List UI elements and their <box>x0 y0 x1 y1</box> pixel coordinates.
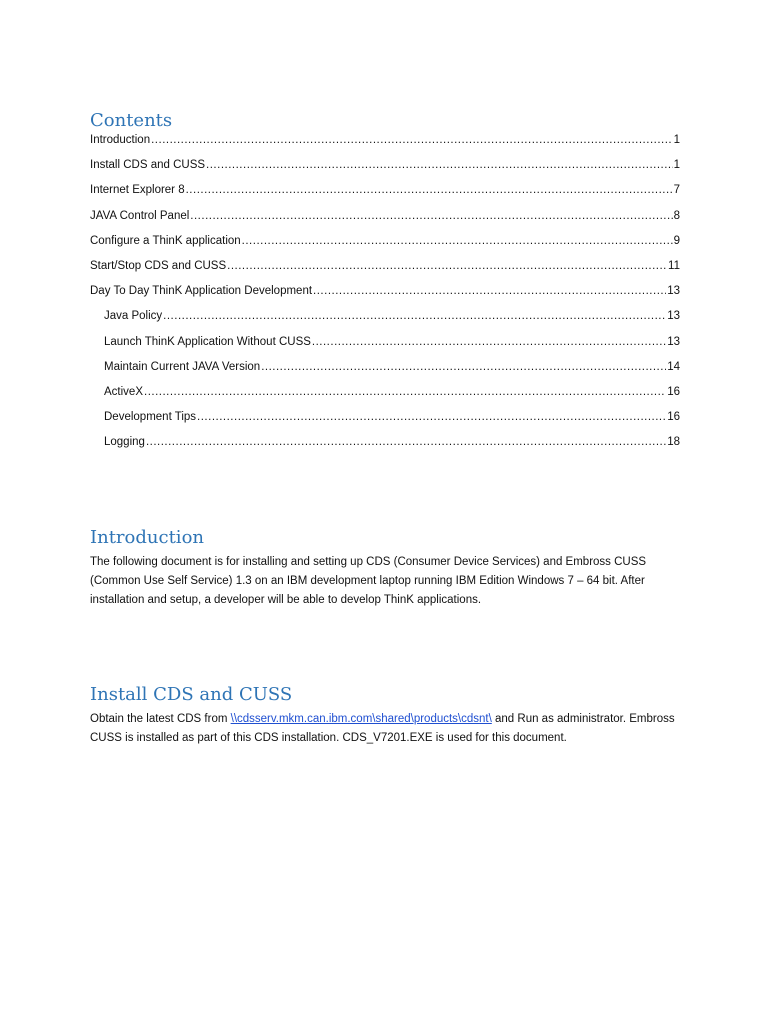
toc-entry-page: 11 <box>668 259 680 272</box>
toc-entry[interactable] <box>90 361 680 386</box>
toc-leader-dots <box>144 386 666 398</box>
toc-leader-dots <box>197 411 666 423</box>
toc-entry[interactable] <box>90 411 680 436</box>
toc-entry-page: 9 <box>673 234 680 247</box>
install-text-after-link: and Run as administrator. Embross CUSS is installed as part of this CDS installation. CDS_V7201.EXE is used for this document. <box>90 713 675 744</box>
toc-entry-label: Maintain Current JAVA Version <box>104 360 261 373</box>
toc-leader-dots <box>242 235 673 247</box>
toc-entry[interactable] <box>90 285 680 310</box>
toc-leader-dots <box>190 210 672 222</box>
contents-heading: Contents <box>90 110 173 131</box>
toc-entry-label: Logging <box>104 436 145 449</box>
toc-leader-dots <box>163 310 666 322</box>
toc-entry-label: ActiveX <box>104 385 143 398</box>
toc-entry-page: 14 <box>667 360 680 373</box>
toc-entry[interactable] <box>90 235 680 260</box>
toc-entry-label: Java Policy <box>104 310 163 323</box>
toc-entry-page: 1 <box>673 134 680 146</box>
toc-entry-label: Launch ThinK Application Without CUSS <box>104 335 311 348</box>
toc-entry-page: 1 <box>673 159 680 172</box>
introduction-heading: Introduction <box>90 527 204 548</box>
toc-entry-label: Configure a ThinK application <box>90 234 241 247</box>
toc-entry-page: 13 <box>667 310 680 323</box>
toc-entry[interactable] <box>90 336 680 361</box>
install-section <box>90 684 690 748</box>
toc-entry[interactable] <box>90 310 680 335</box>
toc-entry-label: Introduction <box>90 134 151 146</box>
toc-entry-page: 16 <box>667 411 680 424</box>
toc-entry[interactable] <box>90 159 680 184</box>
toc-entry-label: Development Tips <box>104 411 197 424</box>
toc-entry[interactable] <box>90 260 680 285</box>
toc-entry[interactable] <box>90 386 680 411</box>
install-text-before-link: Obtain the latest CDS from <box>90 713 231 725</box>
toc-leader-dots <box>312 336 666 348</box>
toc-entry-page: 13 <box>667 335 680 348</box>
toc-entry[interactable] <box>90 184 680 209</box>
toc-leader-dots <box>146 436 666 448</box>
toc-entry-label: Install CDS and CUSS <box>90 159 206 172</box>
toc-entry[interactable] <box>90 134 680 159</box>
toc-leader-dots <box>151 134 672 146</box>
toc-entry-label: JAVA Control Panel <box>90 209 190 222</box>
toc-entry-page: 13 <box>667 285 680 298</box>
toc-entry-page: 16 <box>667 385 680 398</box>
install-heading: Install CDS and CUSS <box>90 684 293 705</box>
introduction-paragraph: The following document is for installing and setting up CDS (Consumer Device Services) and Embross CUSS (Common Use Self Service) 1.3 on an IBM development laptop running IBM Edition Windows 7 – 64 bit. After installation and setup, a developer will be able to develop ThinK applications. <box>90 556 647 606</box>
install-paragraph <box>90 710 690 748</box>
toc-entry-page: 8 <box>673 209 680 222</box>
introduction-section <box>90 527 690 610</box>
toc-leader-dots <box>261 361 666 373</box>
table-of-contents <box>90 110 680 461</box>
toc-leader-dots <box>227 260 667 272</box>
toc-entry[interactable] <box>90 436 680 461</box>
toc-entry[interactable] <box>90 210 680 235</box>
toc-entry-label: Internet Explorer 8 <box>90 184 185 197</box>
toc-list <box>90 134 680 461</box>
toc-entry-label: Day To Day ThinK Application Development <box>90 285 313 298</box>
toc-leader-dots <box>206 159 673 171</box>
toc-entry-label: Start/Stop CDS and CUSS <box>90 259 227 272</box>
toc-leader-dots <box>313 285 666 297</box>
cdsserv-link[interactable]: \\cdsserv.mkm.can.ibm.com\shared\products\cdsnt\ <box>230 713 492 725</box>
toc-leader-dots <box>186 184 673 196</box>
toc-entry-page: 18 <box>667 436 680 449</box>
toc-entry-page: 7 <box>673 184 680 197</box>
